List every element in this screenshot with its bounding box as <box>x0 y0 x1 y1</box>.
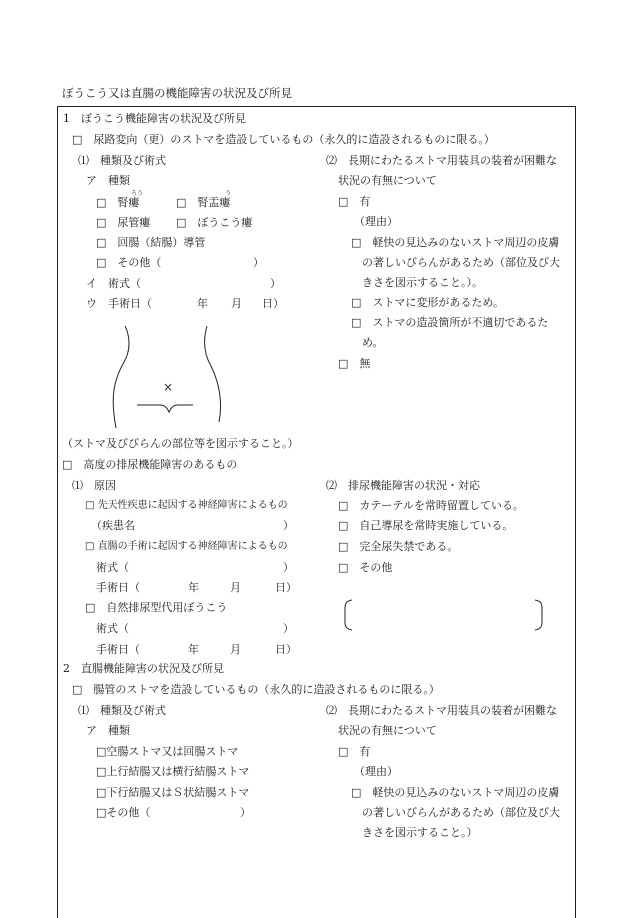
difficulty-no-checkbox[interactable]: □ 無 <box>338 357 371 370</box>
surgery-day: 日） <box>262 297 284 310</box>
total-incontinence-checkbox[interactable]: □ 完全尿失禁である。 <box>338 540 459 553</box>
cystostomy-checkbox[interactable]: □ ぼうこう瘻 <box>176 216 253 229</box>
neobladder-procedure-label: 術式（ <box>96 622 129 635</box>
neobladder-date-label: 手術日（ <box>96 643 140 656</box>
cause-heading: ⑴ 原因 <box>72 479 116 492</box>
other-status-checkbox[interactable]: □ その他 <box>338 561 393 574</box>
self-catheterization-checkbox[interactable]: □ 自己導尿を常時実施している。 <box>338 519 514 532</box>
s2-difficulty-yes-checkbox[interactable]: □ 有 <box>338 745 371 758</box>
urinary-status-heading: ⑵ 排尿機能障害の状況・対応 <box>326 479 480 492</box>
severe-dysfunction-checkbox[interactable]: □ 高度の排尿機能障害のあるもの <box>62 458 238 471</box>
rectal-surgery-neuro-checkbox[interactable]: □ 直腸の手術に起因する神経障害によるもの <box>85 541 288 552</box>
s2-skin-erosion-checkbox[interactable]: □ 軽快の見込みのないストマ周辺の皮膚 <box>351 786 560 799</box>
skin-erosion-checkbox[interactable]: □ 軽快の見込みのないストマ周辺の皮膚 <box>351 236 560 249</box>
improper-site-text-2: め。 <box>362 336 384 349</box>
ureterostomy-checkbox[interactable]: □ 尿管瘻 <box>96 216 151 229</box>
catheter-checkbox[interactable]: □ カテーテルを常時留置している。 <box>338 499 524 512</box>
neobladder-checkbox[interactable]: □ 自然排尿型代用ぼうこう <box>85 601 228 614</box>
skin-erosion-text-3: きさを図示すること。）。 <box>362 276 483 289</box>
s2-skin-erosion-text-2: の著しいびらんがあるため（部位及び大 <box>362 806 560 819</box>
navel-mark: × <box>163 380 174 394</box>
difficulty-yes-checkbox[interactable]: □ 有 <box>338 195 371 208</box>
appliance-difficulty-heading: ⑵ 長期にわたるストマ用装具の装着が困難な <box>326 154 557 167</box>
stoma-deformed-checkbox[interactable]: □ ストマに変形があるため。 <box>351 296 504 309</box>
rectal-surgery-date-label: 手術日（ <box>96 581 140 594</box>
section1-heading: 1 ぼうこう機能障害の状況及び所見 <box>63 112 246 125</box>
intestinal-stoma-checkbox[interactable]: □ 腸管のストマを造設しているもの（永久的に造設されるものに限る。） <box>72 683 440 696</box>
other-type-checkbox[interactable]: □ その他（ <box>96 256 162 269</box>
neobladder-day: 日） <box>275 643 297 656</box>
surgery-month: 月 <box>231 297 242 310</box>
rectal-procedure-label: 術式（ <box>96 561 129 574</box>
diagram-caption: （ストマ及びびらんの部位等を図示すること。） <box>62 437 299 450</box>
disease-name-close: ） <box>283 519 294 532</box>
rectal-surgery-year: 年 <box>188 581 199 594</box>
document-title: ぼうこう又は直腸の機能障害の状況及び所見 <box>62 86 292 100</box>
urinary-stoma-checkbox[interactable]: □ 尿路変向（更）のストマを造設しているもの（永久的に造設されるものに限る。） <box>72 133 495 146</box>
nephrostomy-checkbox[interactable]: □ 腎瘻 <box>96 196 140 209</box>
disease-name-label: （疾患名 <box>91 519 135 532</box>
s2-appliance-difficulty-heading-2: 状況の有無について <box>338 724 437 737</box>
s2-reason-label: （理由） <box>354 765 398 778</box>
pyelostomy-checkbox[interactable]: □ 腎盂瘻 <box>176 196 231 209</box>
skin-erosion-text-2: の著しいびらんがあるため（部位及び大 <box>362 256 560 269</box>
rectal-procedure-close: ） <box>283 561 294 574</box>
improper-site-checkbox[interactable]: □ ストマの造設箇所が不適切であるた <box>351 316 549 329</box>
section2-heading: 2 直腸機能障害の状況及び所見 <box>63 662 224 675</box>
procedure-label: イ 術式（ <box>86 277 141 290</box>
neobladder-year: 年 <box>188 643 199 656</box>
ileal-conduit-checkbox[interactable]: □ 回腸（結腸）導管 <box>96 236 206 249</box>
jejunostomy-ileostomy-checkbox[interactable]: □空腸ストマ又は回腸ストマ <box>96 745 239 758</box>
neobladder-month: 月 <box>230 643 241 656</box>
rectal-surgery-day: 日） <box>275 581 297 594</box>
s2-other-type-close: ） <box>240 806 251 819</box>
type-label: ア 種類 <box>86 174 130 187</box>
congenital-neuro-checkbox[interactable]: □ 先天性疾患に起因する神経障害によるもの <box>85 500 288 511</box>
neobladder-procedure-close: ） <box>283 622 294 635</box>
other-type-close: ） <box>253 256 264 269</box>
s2-type-heading: ⑴ 種類及び術式 <box>78 704 166 717</box>
pyelostomy-ruby: う <box>225 190 232 197</box>
s2-other-type-checkbox[interactable]: □その他（ <box>96 806 151 819</box>
s2-skin-erosion-text-3: きさを図示すること。） <box>362 826 478 839</box>
s2-appliance-difficulty-heading: ⑵ 長期にわたるストマ用装具の装着が困難な <box>326 704 557 717</box>
appliance-difficulty-heading-2: 状況の有無について <box>338 174 437 187</box>
ascending-transverse-colostomy-checkbox[interactable]: □上行結腸又は横行結腸ストマ <box>96 765 250 778</box>
s2-type-label: ア 種類 <box>86 724 130 737</box>
nephrostomy-ruby: ろう <box>131 190 144 197</box>
reason-label: （理由） <box>354 215 398 228</box>
surgery-year: 年 <box>197 297 208 310</box>
descending-sigmoid-colostomy-checkbox[interactable]: □下行結腸又はＳ状結腸ストマ <box>96 786 250 799</box>
type-and-procedure-heading: ⑴ 種類及び術式 <box>78 154 166 167</box>
procedure-close: ） <box>270 277 281 290</box>
rectal-surgery-month: 月 <box>230 581 241 594</box>
surgery-date-label: ウ 手術日（ <box>86 297 152 310</box>
